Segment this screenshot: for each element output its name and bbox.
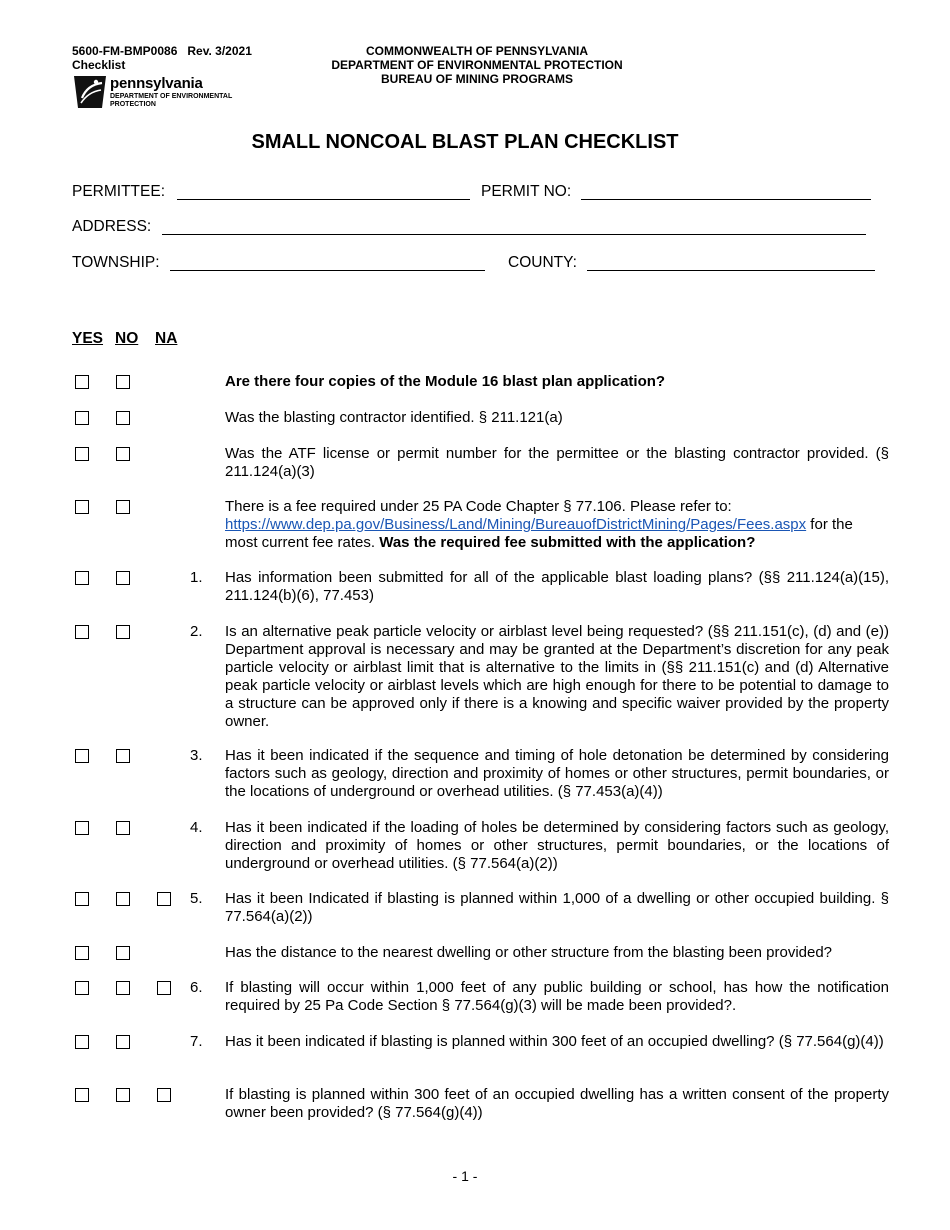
pa-keystone-logo-icon xyxy=(72,74,108,110)
form-revision: Rev. 3/2021 xyxy=(187,44,252,58)
no-checkbox[interactable] xyxy=(116,749,130,763)
checklist-question: Has it been Indicated if blasting is planned within 1,000 of a dwelling or other occupied building. § 77.564(a)(2)) xyxy=(225,890,889,925)
checklist-question: Has information been submitted for all of the applicable blast loading plans? (§§ 211.124(a)(15), 211.124(b)(6), 77.453) xyxy=(225,569,889,604)
form-number: 5600-FM-BMP0086 xyxy=(72,44,178,58)
column-na-heading: NA xyxy=(155,330,178,347)
permittee-field[interactable] xyxy=(177,199,470,200)
checklist-question xyxy=(225,373,889,391)
no-checkbox[interactable] xyxy=(116,1035,130,1049)
checklist-question: Was the ATF license or permit number for the permittee or the blasting contractor provided. (§ 211.124(a)(3) xyxy=(225,445,889,480)
yes-checkbox[interactable] xyxy=(75,625,89,639)
agency-line-2: DEPARTMENT OF ENVIRONMENTAL PROTECTION xyxy=(331,58,623,72)
checklist-question: Has it been indicated if blasting is planned within 300 feet of an occupied dwelling? (§ 77.564(g)(4)) xyxy=(225,1033,884,1050)
fee-question-intro: There is a fee required under 25 PA Code Chapter § 77.106. Please refer to: xyxy=(225,498,732,515)
form-type: Checklist xyxy=(72,58,126,72)
yes-checkbox[interactable] xyxy=(75,375,89,389)
no-checkbox[interactable] xyxy=(116,821,130,835)
item-number: 1. xyxy=(190,569,203,586)
yes-checkbox[interactable] xyxy=(75,447,89,461)
item-number: 4. xyxy=(190,819,203,836)
yes-checkbox[interactable] xyxy=(75,749,89,763)
item-number: 6. xyxy=(190,979,203,996)
no-checkbox[interactable] xyxy=(116,1088,130,1102)
agency-line-3: BUREAU OF MINING PROGRAMS xyxy=(381,72,573,86)
checklist-question: If blasting is planned within 300 feet of an occupied dwelling has a written consent of the property owner been provided? (§ 77.564(g)(4)) xyxy=(225,1086,889,1121)
no-checkbox[interactable] xyxy=(116,946,130,960)
fee-question-middle: for the most current fee rates. xyxy=(225,516,853,551)
column-no-heading: NO xyxy=(115,330,139,347)
fee-question-bold: Was the required fee submitted with the application? xyxy=(379,534,756,551)
checklist-question: Has it been indicated if the loading of holes be determined by considering factors such as geology, direction and proximity of homes or other structures, permit boundaries, or the locations of underground or overhead utilities. (§ 77.564(a)(2)) xyxy=(225,819,889,872)
permittee-label: PERMITTEE: xyxy=(72,183,166,200)
yes-checkbox[interactable] xyxy=(75,1088,89,1102)
yes-checkbox[interactable] xyxy=(75,500,89,514)
checklist-question: Is an alternative peak particle velocity or airblast level being requested? (§§ 211.151(c), (d) and (e)) Department approval is necessary and may be granted at the Department’s discretion for any peak particle velocity or airblast limit that is alternative to the limits in (§§ 211.151(c) and (d) Alternative peak particle velocity or airblast levels which are high enough for there to be potential to damage to a structure can be approved only if there is a knowing and specific waiver provided by the property owner. xyxy=(225,623,889,730)
yes-checkbox[interactable] xyxy=(75,946,89,960)
township-label: TOWNSHIP: xyxy=(72,254,160,271)
no-checkbox[interactable] xyxy=(116,375,130,389)
item-number: 5. xyxy=(190,890,203,907)
permit-no-field[interactable] xyxy=(581,199,871,200)
address-label: ADDRESS: xyxy=(72,218,152,235)
county-label: COUNTY: xyxy=(508,254,577,271)
yes-checkbox[interactable] xyxy=(75,981,89,995)
no-checkbox[interactable] xyxy=(116,500,130,514)
no-checkbox[interactable] xyxy=(116,447,130,461)
item-number: 7. xyxy=(190,1033,203,1050)
checklist-question: If blasting will occur within 1,000 feet of any public building or school, has how the notification required by 25 Pa Code Section § 77.564(g)(3) will be made been provided?. xyxy=(225,979,889,1014)
yes-checkbox[interactable] xyxy=(75,411,89,425)
no-checkbox[interactable] xyxy=(116,625,130,639)
logo-subtitle xyxy=(110,93,232,109)
logo-subtitle-line-1: DEPARTMENT OF ENVIRONMENTAL xyxy=(110,93,233,100)
logo-wordmark: pennsylvania xyxy=(110,75,203,92)
page-title: SMALL NONCOAL BLAST PLAN CHECKLIST xyxy=(251,131,679,153)
no-checkbox[interactable] xyxy=(116,411,130,425)
fee-schedule-link[interactable]: https://www.dep.pa.gov/Business/Land/Mining/BureauofDistrictMining/Pages/Fees.aspx xyxy=(225,516,807,533)
yes-checkbox[interactable] xyxy=(75,821,89,835)
agency-header xyxy=(318,44,636,86)
na-checkbox[interactable] xyxy=(157,981,171,995)
checklist-question: Has the distance to the nearest dwelling or other structure from the blasting been provided? xyxy=(225,944,833,961)
township-field[interactable] xyxy=(170,270,485,271)
question-text: Are there four copies of the Module 16 blast plan application? xyxy=(225,373,666,390)
no-checkbox[interactable] xyxy=(116,571,130,585)
fee-question xyxy=(225,498,889,552)
county-field[interactable] xyxy=(587,270,875,271)
item-number: 3. xyxy=(190,747,203,764)
item-number: 2. xyxy=(190,623,203,640)
column-yes-heading: YES xyxy=(72,330,104,347)
yes-checkbox[interactable] xyxy=(75,571,89,585)
permit-no-label: PERMIT NO: xyxy=(481,183,572,200)
page-number: - 1 - xyxy=(452,1168,478,1184)
agency-line-1: COMMONWEALTH OF PENNSYLVANIA xyxy=(366,44,588,58)
na-checkbox[interactable] xyxy=(157,1088,171,1102)
yes-checkbox[interactable] xyxy=(75,892,89,906)
no-checkbox[interactable] xyxy=(116,981,130,995)
na-checkbox[interactable] xyxy=(157,892,171,906)
yes-checkbox[interactable] xyxy=(75,1035,89,1049)
no-checkbox[interactable] xyxy=(116,892,130,906)
address-field[interactable] xyxy=(162,234,866,235)
form-id-block xyxy=(72,44,252,72)
logo-subtitle-line-2: PROTECTION xyxy=(110,101,156,108)
checklist-question: Has it been indicated if the sequence and timing of hole detonation be determined by considering factors such as geology, direction and proximity of homes or other structures, permit boundaries, or the locations of underground or overhead utilities. (§ 77.453(a)(4)) xyxy=(225,747,889,800)
checklist-question: Was the blasting contractor identified. § 211.121(a) xyxy=(225,409,563,426)
